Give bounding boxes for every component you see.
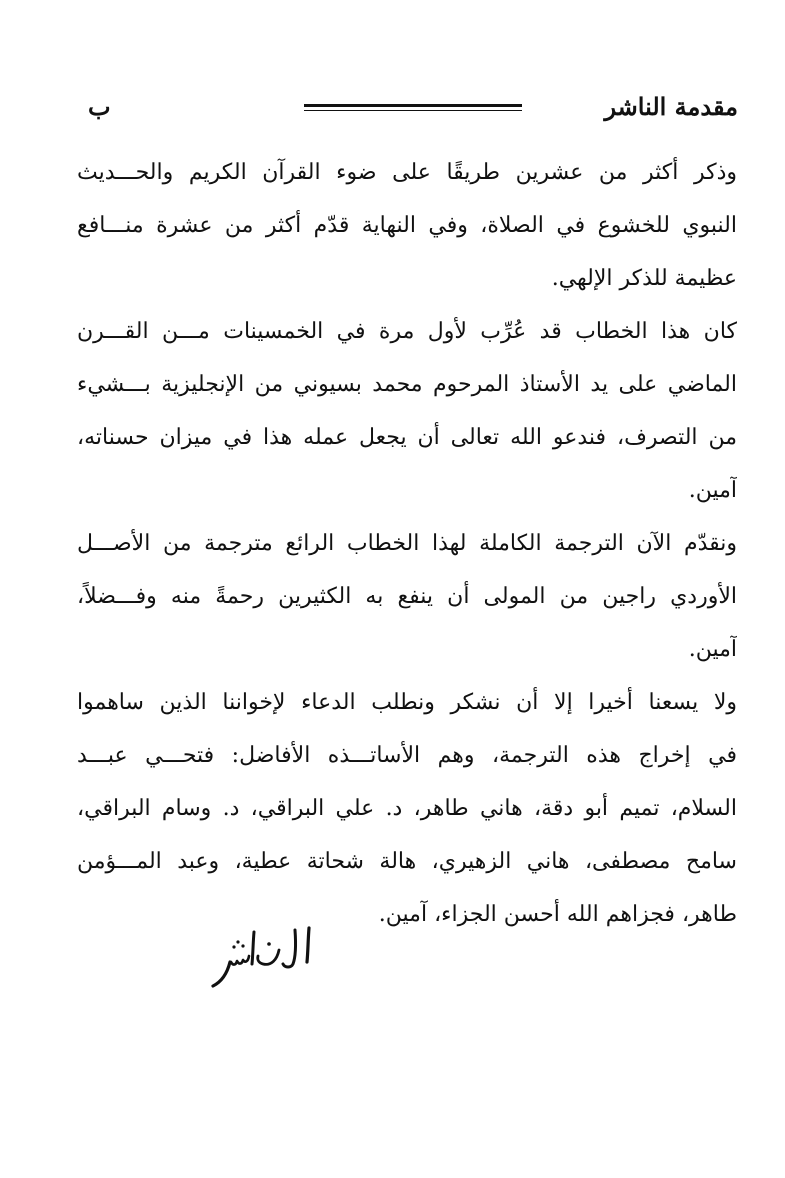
text-line: آمين. [688,637,737,662]
text-line: في إخراج هذه الترجمة، وهم الأساتـــذه الأفاضل: فتحـــي عبـــد [77,743,737,768]
page-folio: ب [88,92,111,121]
text-line: السلام، تميم أبو دقة، هاني طاهر، د. علي البراقي، د. وسام البراقي، [77,796,737,821]
publisher-signature [205,910,335,1000]
body-text [77,146,737,941]
text-line: سامح مصطفى، هاني الزهيري، هالة شحاتة عطية، وعبد المـــؤمن [77,849,737,874]
signature-calligraphy [205,910,335,1000]
text-line: وذكر أكثر من عشرين طريقًا على ضوء القرآن الكريم والحـــديث [77,160,737,185]
text-line: كان هذا الخطاب قد عُرِّب لأول مرة في الخمسينات مـــن القـــرن [77,319,737,344]
paragraph-4 [77,676,737,941]
text-line: ونقدّم الآن الترجمة الكاملة لهذا الخطاب الرائع مترجمة من الأصـــل [77,531,737,556]
text-line: طاهر، فجزاهم الله أحسن الجزاء، آمين. [378,902,737,927]
text-line: النبوي للخشوع في الصلاة، وفي النهاية قدّم أكثر من عشرة منـــافع [77,213,737,238]
paragraph-1 [77,146,737,305]
header-rule-thin [304,110,522,111]
header-double-rule [304,104,522,112]
paragraph-2 [77,305,737,517]
running-header [82,88,738,128]
text-line: من التصرف، فندعو الله تعالى أن يجعل عمله هذا في ميزان حسناته، [77,425,737,450]
text-line: آمين. [688,478,737,503]
text-line: الماضي على يد الأستاذ المرحوم محمد بسيوني من الإنجليزية بـــشيء [77,372,737,397]
text-line: الأوردي راجين من المولى أن ينفع به الكثيرين رحمةً منه وفـــضلاً، [77,584,737,609]
header-title: مقدمة الناشر [604,92,738,121]
paragraph-3 [77,517,737,676]
text-line: عظيمة للذكر الإلهي. [551,266,737,291]
text-line: ولا يسعنا أخيرا إلا أن نشكر ونطلب الدعاء لإخواننا الذين ساهموا [77,690,737,715]
header-rule-thick [304,104,522,107]
